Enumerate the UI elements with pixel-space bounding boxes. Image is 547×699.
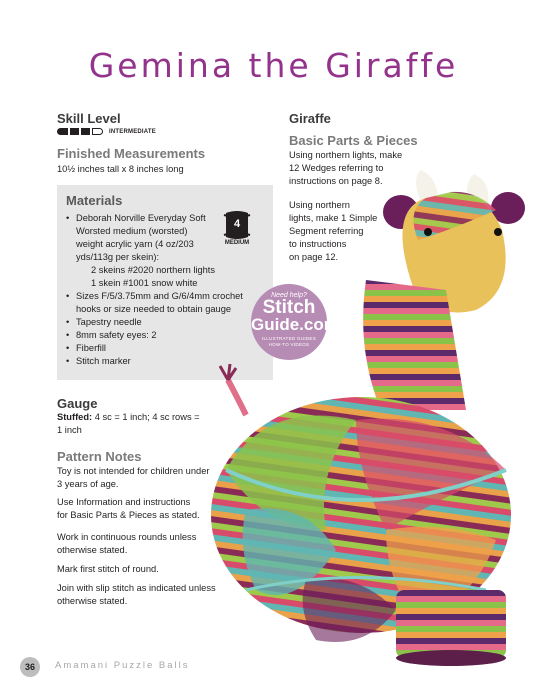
materials-item: • Tapestry needle [63, 316, 269, 329]
giraffe-instruction-line: Segment referring [289, 226, 364, 236]
gauge-heading: Gauge [57, 396, 98, 411]
skill-level-indicator [57, 128, 156, 135]
yarn-weight-number: 4 [233, 218, 241, 230]
basic-parts-heading: Basic Parts & Pieces [289, 133, 418, 148]
pattern-note-line: otherwise stated. [57, 545, 128, 555]
giraffe-instruction-line: Using northern lights, make [289, 150, 403, 160]
pattern-note-line: Toy is not intended for children under [57, 466, 210, 476]
book-title-footer: Amamani Puzzle Balls [55, 660, 190, 671]
giraffe-toy-photo [206, 170, 547, 670]
pattern-note-line: Work in continuous rounds unless [57, 532, 197, 542]
skill-level-label: INTERMEDIATE [109, 128, 156, 135]
materials-item: Worsted medium (worsted) [76, 226, 188, 236]
pattern-note-line: Mark first stitch of round. [57, 564, 159, 574]
badge-need-help: Need help? [271, 292, 307, 299]
skill-segment-filled [70, 128, 79, 135]
materials-item: • Stitch marker [63, 355, 269, 368]
badge-stitch: Stitch [262, 297, 316, 318]
badge-guide-com: Guide.com [251, 315, 339, 334]
materials-item: weight acrylic yarn (4 oz/203 [76, 239, 194, 249]
skill-segment-empty [92, 128, 103, 135]
gauge-line1: 4 sc = 1 inch; 4 sc rows = [92, 412, 200, 422]
materials-item: 2 skeins #2020 northern lights [91, 265, 216, 275]
badge-sub1: ILLUSTRATED GUIDES [261, 336, 317, 341]
finished-measurements-text: 10½ inches tall x 8 inches long [57, 164, 184, 174]
skill-segment-filled [81, 128, 90, 135]
giraffe-heading: Giraffe [289, 111, 331, 126]
gauge-text [57, 411, 200, 424]
materials-item: • Fiberfill [63, 342, 269, 355]
badge-sub2: HOW-TO VIDEOS [268, 342, 310, 347]
giraffe-instruction-line: lights, make 1 Simple [289, 213, 378, 223]
pattern-note-line: Use Information and instructions [57, 497, 191, 507]
page-number: 36 [20, 657, 40, 677]
giraffe-instruction-line: 12 Wedges referring to [289, 163, 384, 173]
materials-item: 1 skein #1001 snow white [91, 278, 198, 288]
materials-item: • 8mm safety eyes: 2 [63, 329, 269, 342]
materials-heading: Materials [66, 193, 123, 208]
skill-level-heading: Skill Level [57, 111, 121, 126]
giraffe-instruction-line: to instructions [289, 239, 347, 249]
pattern-note-line: 3 years of age. [57, 479, 119, 489]
giraffe-instruction-line: on page 12. [289, 252, 339, 262]
pattern-note-line: Join with slip stitch as indicated unless [57, 583, 216, 593]
yarn-weight-label: MEDIUM [224, 240, 250, 246]
page-title: Gemina the Giraffe [88, 46, 459, 85]
pattern-note-line: otherwise stated. [57, 596, 128, 606]
materials-item: hooks or size needed to obtain gauge [76, 304, 232, 314]
badge-subtitle [251, 336, 327, 348]
gauge-line2: 1 inch [57, 425, 82, 435]
giraffe-instruction-line: Using northern [289, 200, 350, 210]
pattern-notes-heading: Pattern Notes [57, 449, 142, 464]
stitchguide-badge[interactable] [251, 284, 339, 360]
giraffe-instruction-line: instructions on page 8. [289, 176, 383, 186]
pattern-note-line: for Basic Parts & Pieces as stated. [57, 510, 200, 520]
materials-item: • Deborah Norville Everyday Soft [63, 212, 269, 225]
finished-measurements-heading: Finished Measurements [57, 146, 206, 161]
gauge-label: Stuffed: [57, 412, 93, 422]
skill-segment-filled [57, 128, 68, 135]
materials-item: • Sizes F/5/3.75mm and G/6/4mm crochet [63, 290, 269, 303]
materials-item: yds/113g per skein): [76, 252, 160, 262]
